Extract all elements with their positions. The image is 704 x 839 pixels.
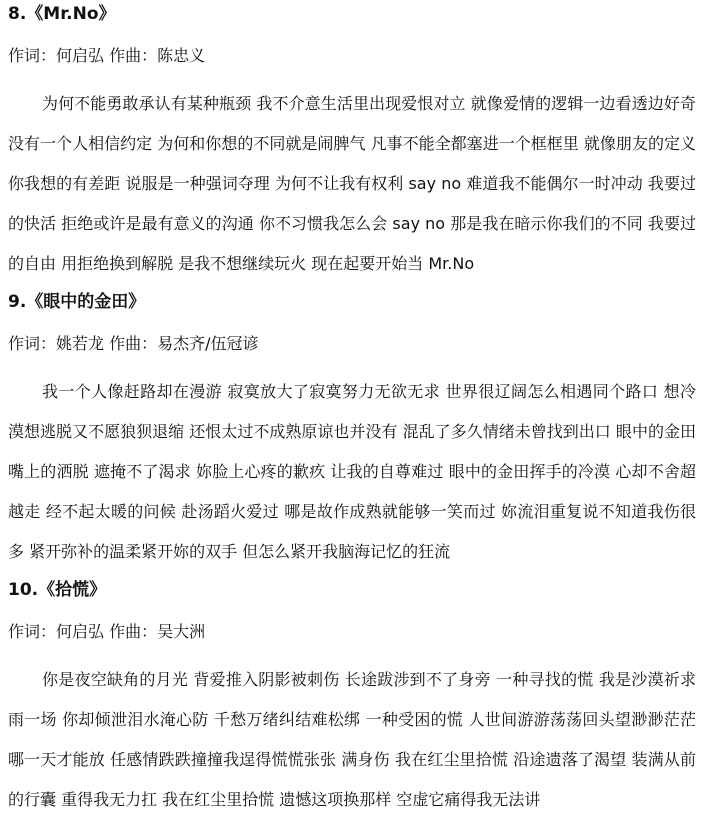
song-title: 10.《拾慌》 [8,580,107,600]
song-title: 9.《眼中的金田》 [8,292,146,312]
song-lyrics: 你是夜空缺角的月光 背爱推入阴影被刺伤 长途跋涉到不了身旁 一种寻找的慌 我是沙漠祈求雨一场 你却倾泄泪水淹心防 千愁万绪纠结难松绑 一种受困的慌 人世间游游荡荡回头望渺渺茫茫 哪一天才能放 任感情跌跌撞撞我逞得慌慌张张 满身伤 我在红尘里拾慌 沿途遗落了渴望 装满从前的行囊 重得我无力扛 我在红尘里拾慌 遗憾这项换那样 空虚它痛得我无法讲 [8,670,696,809]
song-title: 8.《Mr.No》 [8,4,116,24]
song-section-eye-gold [8,288,696,572]
song-section-mr-no [8,0,696,284]
song-credits: 作词：姚若龙 作曲：易杰齐/伍冠谚 [8,334,259,353]
song-credits: 作词：何启弘 作曲：陈忠义 [8,46,206,65]
song-section-shi-huang [8,576,696,820]
song-credits: 作词：何启弘 作曲：吴大洲 [8,622,206,641]
song-lyrics: 我一个人像赶路却在漫游 寂寞放大了寂寞努力无欲无求 世界很辽阔怎么相遇同个路口 想冷漠想逃脱又不愿狼狈退缩 还恨太过不成熟原谅也并没有 混乱了多久情绪未曾找到出口 眼中的金田嘴上的洒脱 遮掩不了渴求 妳脸上心疼的歉疚 让我的自尊难过 眼中的金田挥手的冷漠 心却不舍超越走 经不起太暖的问候 赴汤蹈火爱过 哪是故作成熟就能够一笑而过 妳流泪重复说不知道我伤很多 紧开弥补的温柔紧开妳的双手 但怎么紧开我脑海记忆的狂流 [8,382,696,561]
song-lyrics: 为何不能勇敢承认有某种瓶颈 我不介意生活里出现爱恨对立 就像爱情的逻辑一边看透边好奇 没有一个人相信约定 为何和你想的不同就是闹脾气 凡事不能全都塞进一个框框里 就像朋友的定义你我想的有差距 说服是一种强词夺理 为何不让我有权利 say no 难道我不能偶尔一时冲动 我要过的快活 拒绝或许是最有意义的沟通 你不习惯我怎么会 say no 那是我在暗示你我们的不同 我要过的自由 用拒绝换到解脱 是我不想继续玩火 现在起要开始当 Mr.No [8,94,696,273]
